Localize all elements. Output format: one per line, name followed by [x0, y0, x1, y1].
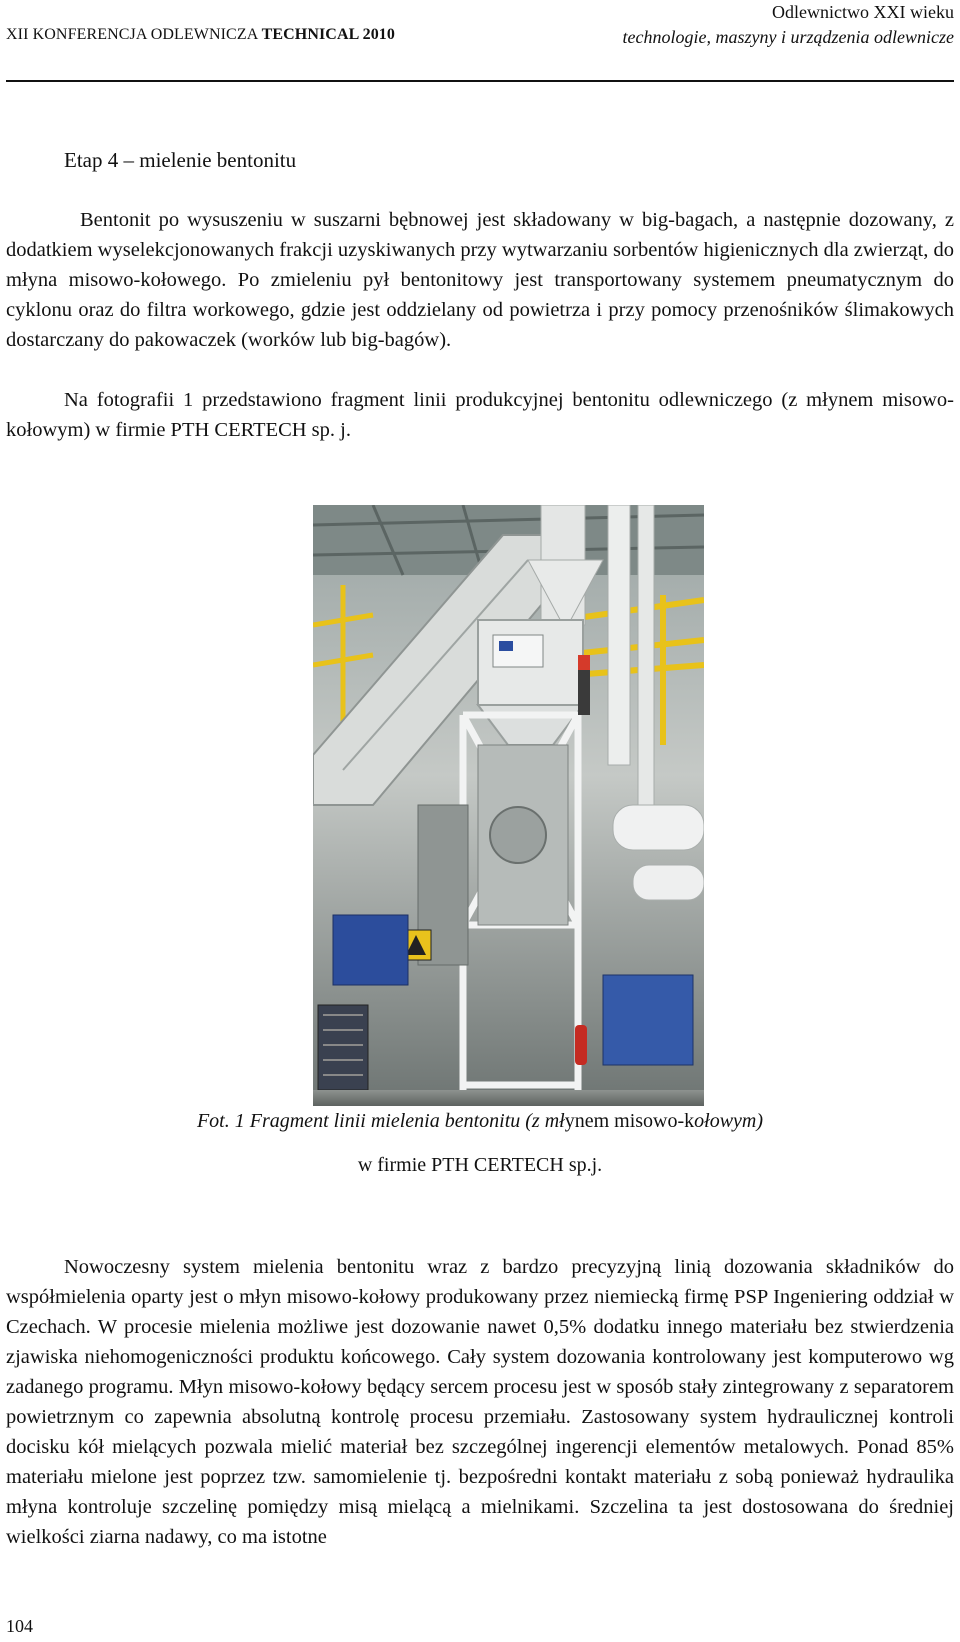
caption-part-2: ynem misowo-k: [564, 1110, 695, 1132]
production-line-photo: [313, 505, 704, 1106]
journal-subtitle: technologie, maszyny i urządzenia odlewnicze: [622, 27, 954, 47]
conference-name: XII KONFERENCJA ODLEWNICZA: [6, 26, 262, 43]
body-paragraph-3: Nowoczesny system mielenia bentonitu wraz z bardzo precyzyjną linią dozowania składników do współmielenia oparty jest o młyn misowo-kołowy produkowany przez niemiecką firmę PSP Ingeniering oddział w Czechach. W procesie mielenia możliwe jest dozowanie nawet 0,5% dodatku innego materiału bez stwierdzenia zjawiska niehomogeniczności produktu końcowego. Cały system dozowania kontrolowany jest komputerowo wg zadanego programu. Młyn misowo-kołowy będący sercem procesu jest w sposób stały zintegrowany z separatorem powietrznym co zapewnia absolutną kontrolę procesu przemiału. Zastosowany system hydraulicznej kontroli docisku kół mielących pozwala mielić materiał bez szczególnej ingerencji elementów metalowych. Ponad 85% materiału mielone jest poprzez tzw. samomielenie tj. bezpośredni kontakt materiału z sobą ponieważ hydraulika młyna kontroluje szczelinę pomiędzy misą mielącą a mielnikami. Szczelina ta jest dostosowana do średniej wielkości ziarna nadawy, co ma istotne: [6, 1256, 954, 1548]
journal-title: Odlewnictwo XXI wieku: [772, 2, 954, 22]
caption-part-3: ołowym): [694, 1110, 764, 1132]
conference-name-bold: TECHNICAL 2010: [261, 26, 396, 43]
body-paragraph-2: Na fotografii 1 przedstawiono fragment linii produkcyjnej bentonitu odlewniczego (z młynem misowo-kołowym) w firmie PTH CERTECH sp. j.: [6, 389, 954, 441]
running-header-right: [623, 0, 954, 50]
figure-caption-line-2: w firmie PTH CERTECH sp.j.: [357, 1154, 603, 1176]
running-header-left: [6, 26, 395, 44]
caption-part-1: Fot. 1 Fragment linii mielenia bentonitu (z mł: [196, 1110, 565, 1132]
figure-caption: [0, 1110, 960, 1133]
header-divider: [6, 80, 954, 82]
page-number: 104: [6, 1616, 33, 1636]
section-heading: Etap 4 – mielenie bentonitu: [64, 148, 297, 172]
body-paragraph-1: Bentonit po wysuszeniu w suszarni bębnowej jest składowany w big-bagach, a następnie dozowany, z dodatkiem wyselekcjonowanych frakcji uzyskiwanych przy wytwarzaniu sorbentów higienicznych dla zwierząt, do młyna misowo-kołowego. Po zmieleniu pył bentonitowy jest transportowany systemem pneumatycznym do cyklonu oraz do filtra workowego, gdzie jest oddzielany od powietrza i przy pomocy przenośników ślimakowych dostarczany do pakowaczek (worków lub big-bagów).: [6, 209, 954, 351]
